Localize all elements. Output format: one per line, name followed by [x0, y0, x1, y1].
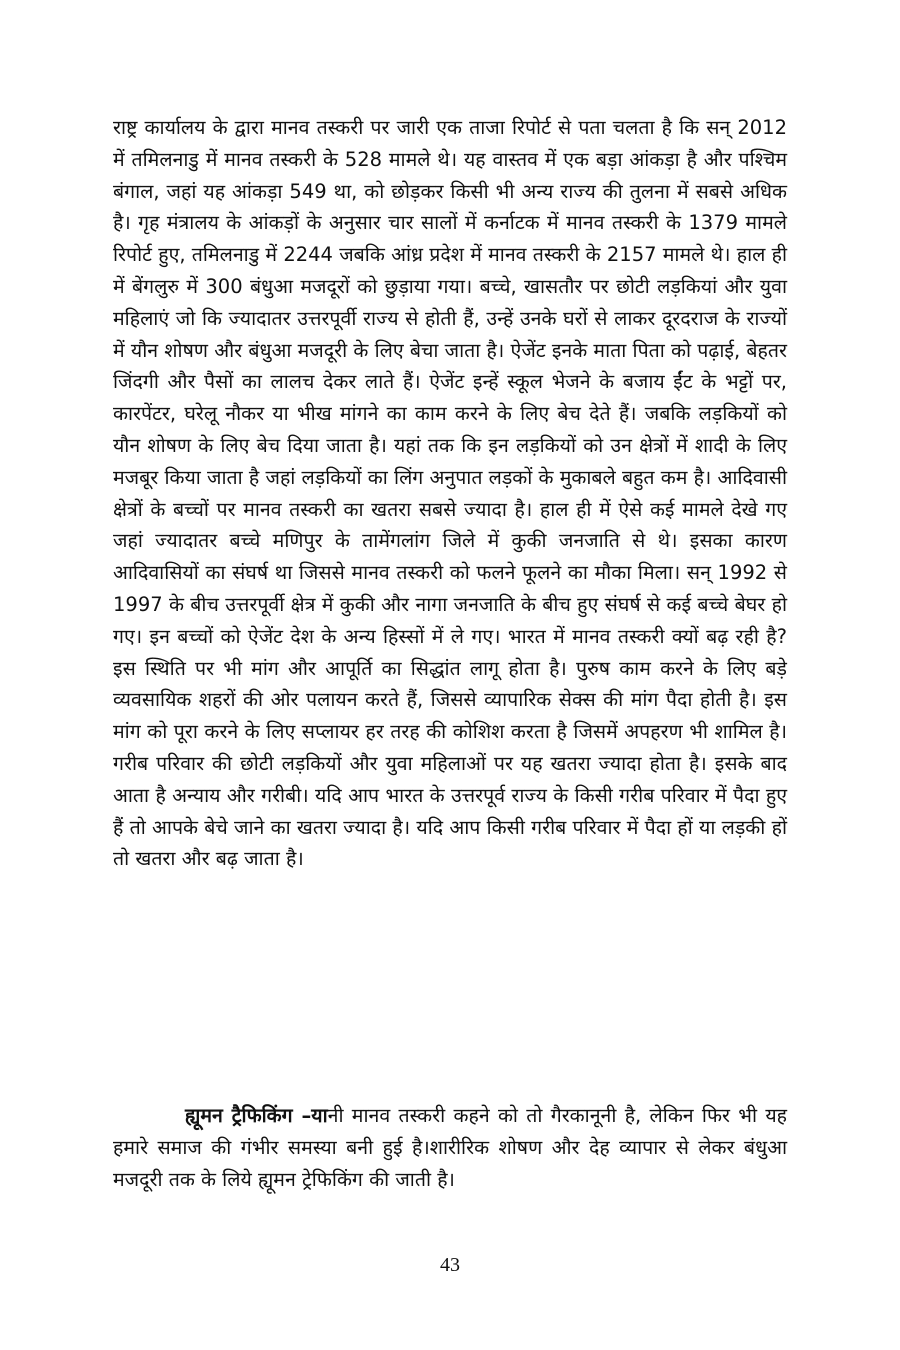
- closing-paragraph: [113, 1100, 787, 1195]
- page-number: 43: [440, 1254, 460, 1276]
- body-paragraph: राष्ट्र कार्यालय के द्वारा मानव तस्करी पर जारी एक ताजा रिपोर्ट से पता चलता है कि सन् 2012 में तमिलनाडु में मानव तस्करी के 528 मामले थे। यह वास्तव में एक बड़ा आंकड़ा है और पश्चिम बंगाल, जहां यह आंकड़ा 549 था, को छोड़कर किसी भी अन्य राज्य की तुलना में सबसे अधिक है। गृह मंत्रालय के आंकड़ों के अनुसार चार सालों में कर्नाटक में मानव तस्करी के 1379 मामले रिपोर्ट हुए, तमिलनाडु में 2244 जबकि आंध्र प्रदेश में मानव तस्करी के 2157 मामले थे। हाल ही में बेंगलुरु में 300 बंधुआ मजदूरों को छुड़ाया गया। बच्चे, खासतौर पर छोटी लड़कियां और युवा महिलाएं जो कि ज्यादातर उत्तरपूर्वी राज्य से होती हैं, उन्हें उनके घरों से लाकर दूरदराज के राज्यों में यौन शोषण और बंधुआ मजदूरी के लिए बेचा जाता है। ऐजेंट इनके माता पिता को पढ़ाई, बेहतर जिंदगी और पैसों का लालच देकर लाते हैं। ऐजेंट इन्हें स्कूल भेजने के बजाय ईंट के भट्टों पर, कारपेंटर, घरेलू नौकर या भीख मांगने का काम करने के लिए बेच देते हैं। जबकि लड़कियों को यौन शोषण के लिए बेच दिया जाता है। यहां तक कि इन लड़कियों को उन क्षेत्रों में शादी के लिए मजबूर किया जाता है जहां लड़कियों का लिंग अनुपात लड़कों के मुकाबले बहुत कम है। आदिवासी क्षेत्रों के बच्चों पर मानव तस्करी का खतरा सबसे ज्यादा है। हाल ही में ऐसे कई मामले देखे गए जहां ज्यादातर बच्चे मणिपुर के तामेंगलांग जिले में कुकी जनजाति से थे। इसका कारण आदिवासियों का संघर्ष था जिससे मानव तस्करी को फलने फूलने का मौका मिला। सन् 1992 से 1997 के बीच उत्तरपूर्वी क्षेत्र में कुकी और नागा जनजाति के बीच हुए संघर्ष से कई बच्चे बेघर हो गए। इन बच्चों को ऐजेंट देश के अन्य हिस्सों में ले गए। भारत में मानव तस्करी क्यों बढ़ रही है? इस स्थिति पर भी मांग और आपूर्ति का सिद्धांत लागू होता है। पुरुष काम करने के लिए बड़े व्यवसायिक शहरों की ओर पलायन करते हैं, जिससे व्यापारिक सेक्स की मांग पैदा होती है। इस मांग को पूरा करने के लिए सप्लायर हर तरह की कोशिश करता है जिसमें अपहरण भी शामिल है। गरीब परिवार की छोटी लड़कियों और युवा महिलाओं पर यह खतरा ज्यादा होता है। इसके बाद आता है अन्याय और गरीबी। यदि आप भारत के उत्तरपूर्व राज्य के किसी गरीब परिवार में पैदा हुए हैं तो आपके बेचे जाने का खतरा ज्यादा है। यदि आप किसी गरीब परिवार में पैदा हों या लड़की हों तो खतरा और बढ़ जाता है।: [113, 116, 787, 871]
- paragraph-text: नी मानव तस्करी कहने को तो गैरकानूनी है, लेकिन फिर भी यह हमारे समाज की गंभीर समस्या बनी हुई है।शारीरिक शोषण और देह व्यापार से लेकर बंधुआ मजदूरी तक के लिये ह्यूमन ट्रेफिकिंग की जाती है।: [113, 1104, 788, 1191]
- paragraph-lead-heading: ह्यूमन ट्रैफिकिंग –या: [185, 1104, 328, 1127]
